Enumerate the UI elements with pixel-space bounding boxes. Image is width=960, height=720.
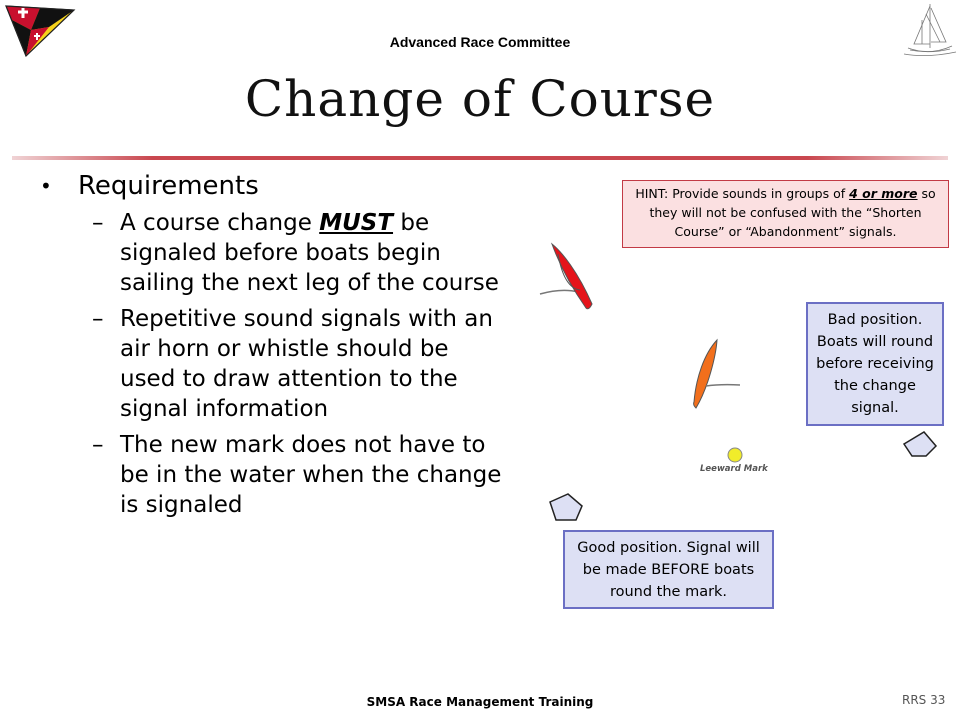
page-label: RRS 33 [902,693,946,707]
header-org: Advanced Race Committee [389,34,571,50]
committee-boat-good-icon [550,494,582,520]
hint-callout [622,180,949,248]
requirements-heading: Requirements [78,171,259,201]
sub-bullet-1: – A course change MUST be signaled before boats begin sailing the next leg of the course [92,210,499,296]
bullet-dot: • [40,174,52,198]
bullet-requirements [40,170,510,202]
orange-boat-wake [706,385,740,386]
good-position-callout: Good position. Signal will be made BEFORE boats round the mark. [563,530,774,609]
slide-title: Change of Course [244,70,716,128]
sub-bullet-2-text: Repetitive sound signals with an air horn or whistle should be used to draw attention to the signal information [120,306,493,422]
sub-bullet-3-text: The new mark does not have to be in the water when the change is signaled [120,432,502,518]
red-boat-wake [540,290,578,294]
leeward-mark-label: Leeward Mark [700,464,768,474]
sub-bullet-1-pre: A course change [120,210,320,236]
requirements-list [40,170,510,526]
bad-position-callout: Bad position. Boats will round before receiving the change signal. [806,302,944,426]
red-boat-icon [552,244,592,309]
sub-bullet-1-emphasis: MUST [319,210,394,236]
sub-bullet-1-post: be signaled before boats begin sailing the next leg of the course [120,210,499,296]
hint-pre: HINT: Provide sounds in groups of [635,186,850,201]
sailboat-sketch-icon [900,0,958,60]
hint-emphasis: 4 or more [849,186,918,201]
sub-bullet-3: – The new mark does not have to be in the water when the change is signaled [92,432,502,518]
footer-text: SMSA Race Management Training [366,695,594,709]
title-divider [12,156,948,160]
leeward-mark-icon [728,448,742,462]
committee-boat-bad-icon [904,432,936,456]
orange-boat-icon [694,340,717,408]
hint-post: so they will not be confused with the “Shorten Course” or “Abandonment” signals. [649,186,936,239]
sub-bullet-2: – Repetitive sound signals with an air horn or whistle should be used to draw attention to the signal information [92,306,493,422]
